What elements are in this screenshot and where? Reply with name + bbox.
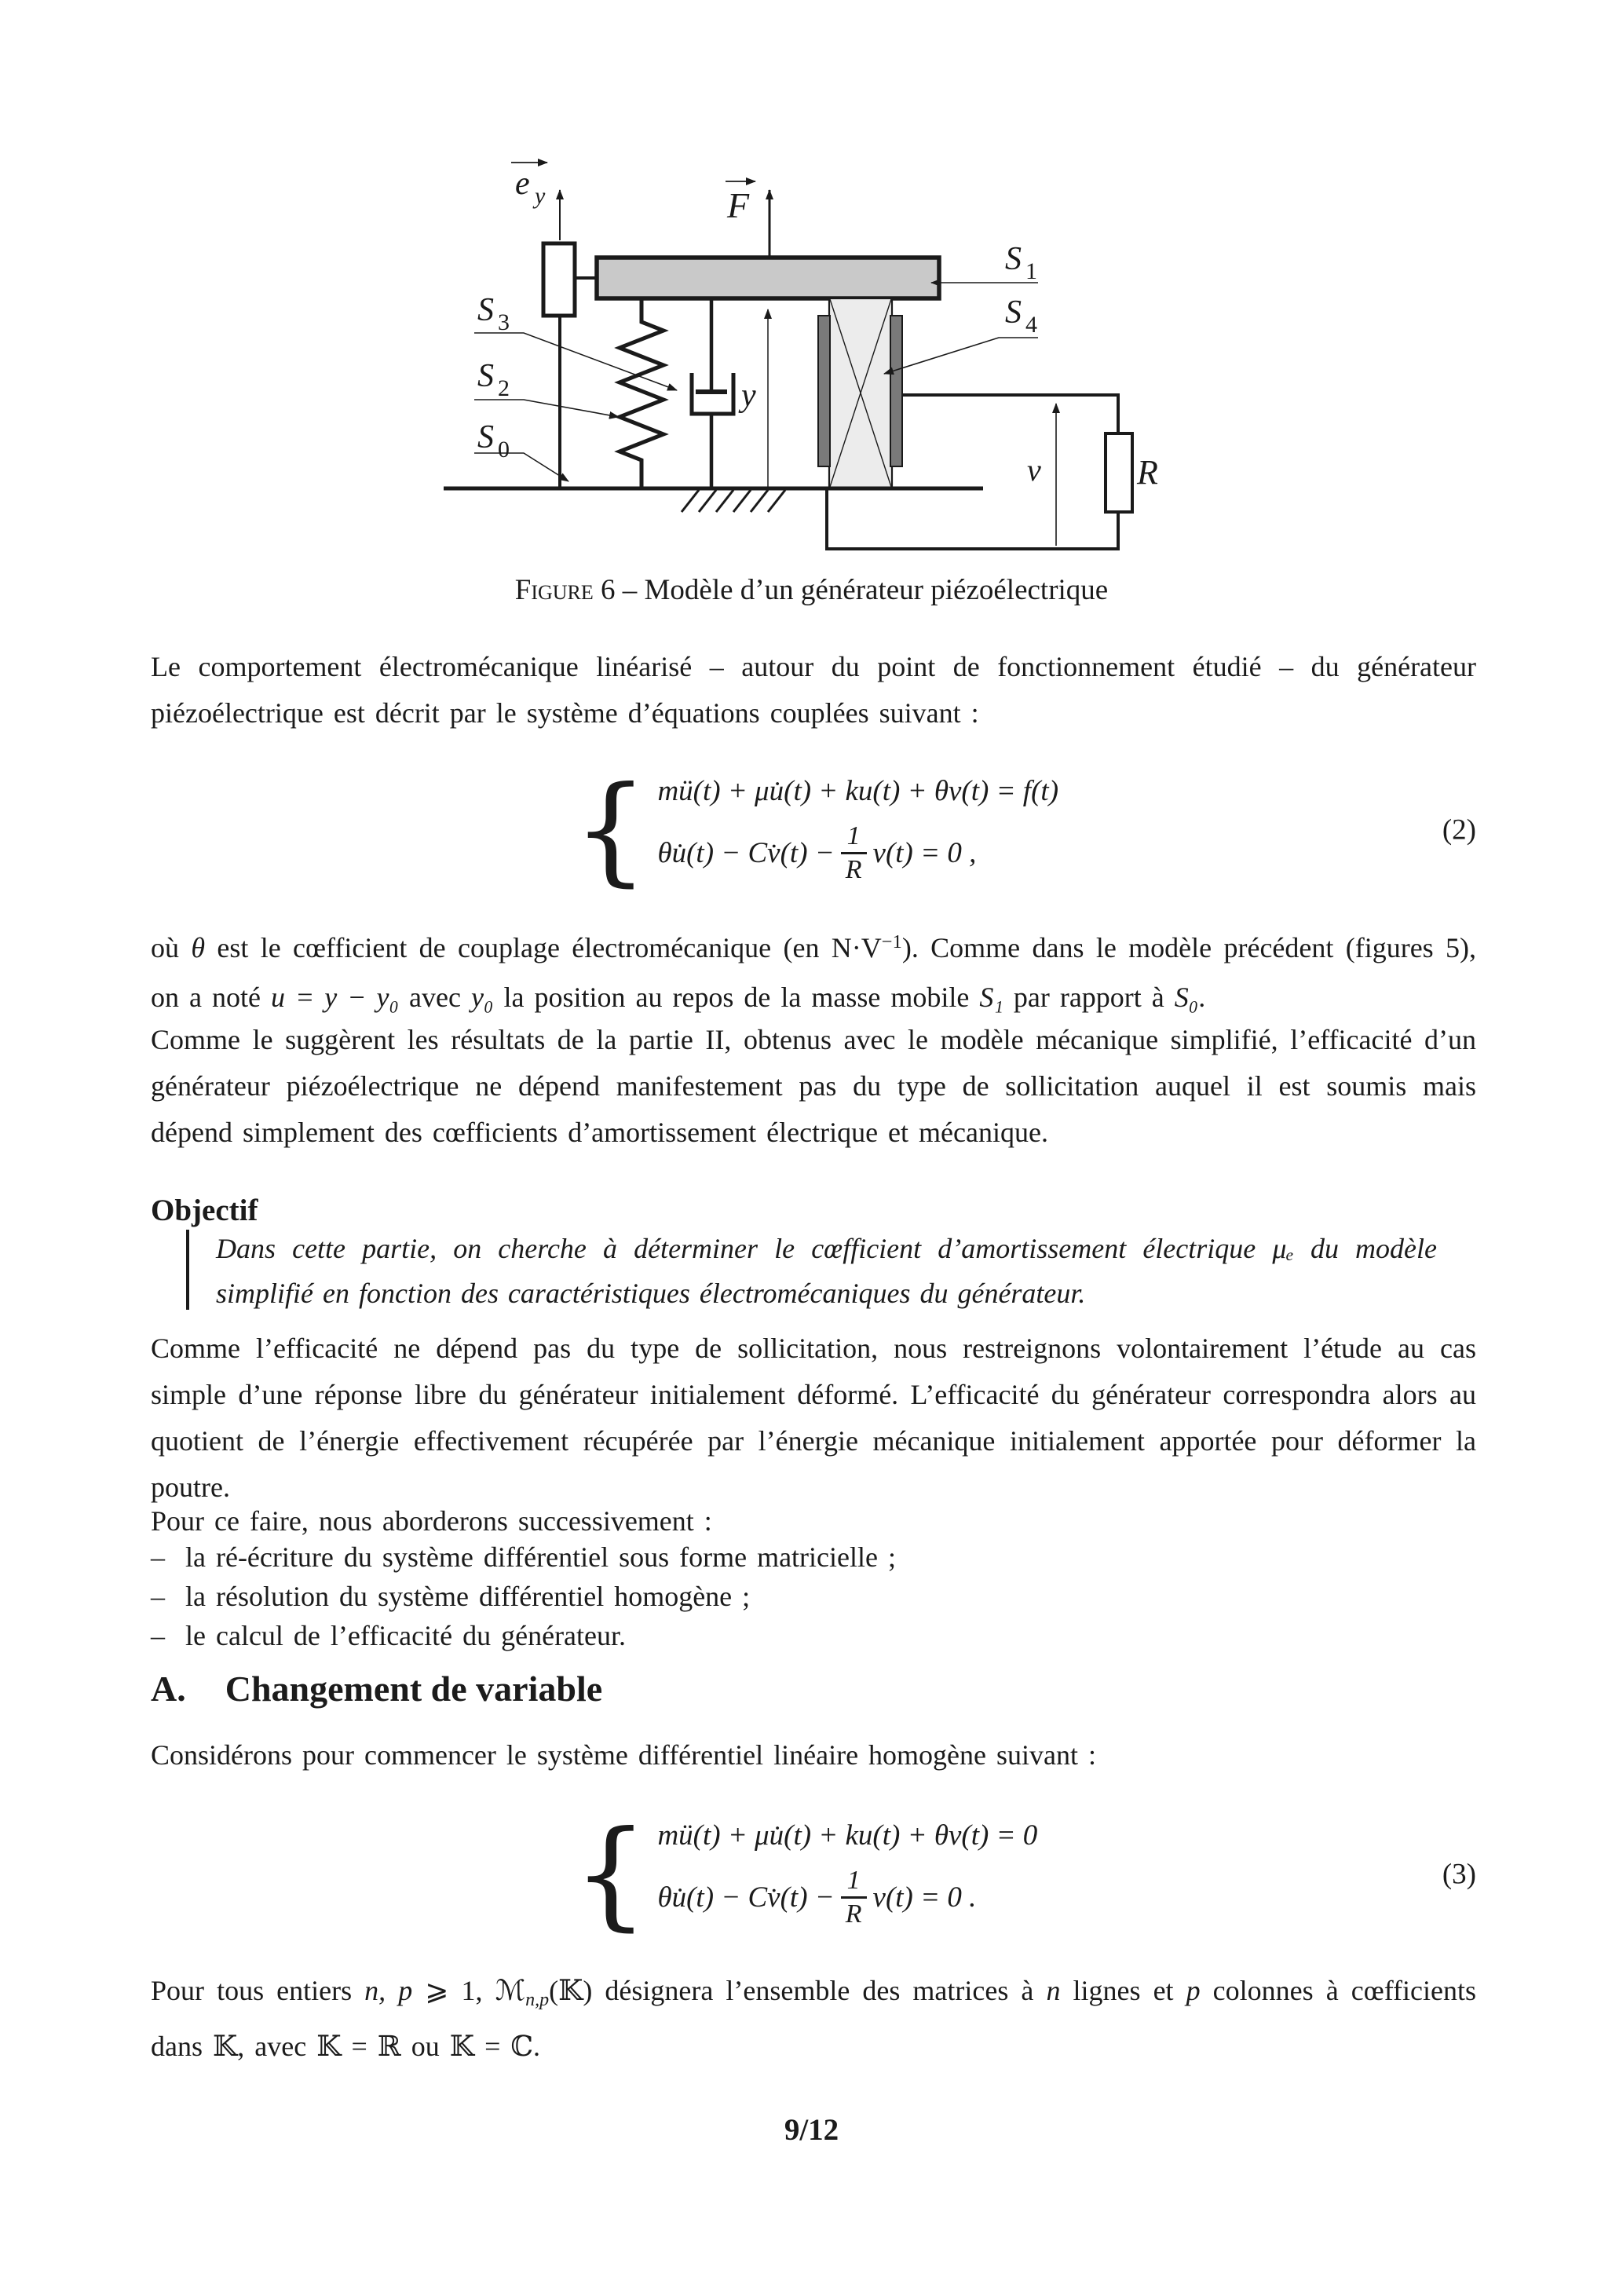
section-number: A. <box>151 1669 186 1709</box>
equation-2 <box>151 748 1476 912</box>
spring-shape <box>620 299 663 488</box>
voltage-label: v <box>1027 452 1041 488</box>
list-steps <box>151 1537 1476 1655</box>
paragraph-reponse-libre: Comme l’efficacité ne dépend pas du type de sollicitation, nous restreignons volontairement l’étude au cas simple d’une réponse libre du générateur initialement déformé. L’efficacité du générateur correspondra alors au quotient de l’énergie effectivement récupérée par l’énergie mécanique initialement apportée pour déformer la poutre. <box>151 1333 1476 1503</box>
s2-label: S <box>477 358 494 394</box>
fraction-1-over-R: $\frac{1}{R}$ <box>841 1865 867 1930</box>
paragraph-consider-system: Considérons pour commencer le système différentiel linéaire homogène suivant : <box>151 1739 1096 1771</box>
resistor-label: R <box>1137 453 1158 492</box>
figure-caption <box>0 573 1623 607</box>
ground-hatching <box>682 490 785 512</box>
fraction-1-over-R: $\frac{1}{R}$ <box>841 821 867 886</box>
page-number: 9/12 <box>784 2113 839 2147</box>
list-intro: Pour ce faire, nous aborderons successivement : <box>151 1505 712 1537</box>
dash-marker: – <box>151 1581 165 1612</box>
s4-label-sub: 4 <box>1025 312 1037 338</box>
blackboard-K: 𝕂 <box>213 2031 238 2063</box>
section-title: Changement de variable <box>225 1669 603 1709</box>
dash-marker: – <box>151 1620 165 1651</box>
equation-3-body <box>573 1792 1037 1957</box>
equation-2-body <box>573 748 1058 912</box>
s0-leader-line <box>474 453 568 481</box>
s1-label: S <box>1005 241 1022 277</box>
circuit-bottom-wire <box>827 489 1118 549</box>
blackboard-C: ℂ <box>510 2031 534 2063</box>
equation-2-line1: mü(t) + μu̇(t) + ku(t) + θv(t) = f(t) <box>657 775 1059 807</box>
objectif-heading: Objectif <box>151 1194 258 1227</box>
list-item: – la ré-écriture du système différentiel sous forme matricielle ; <box>151 1537 1476 1577</box>
resistor-shape <box>1106 433 1132 512</box>
figure-caption-sep: – <box>615 574 645 606</box>
electrode-right-shape <box>890 316 902 466</box>
cases-brace: { <box>573 1805 649 1943</box>
s3-label: S <box>477 292 494 328</box>
script-M-subscript: n,p <box>525 1990 550 2010</box>
equation-2-line2: θu̇(t) − Cv̇(t) − $\frac{1}{R}$ v(t) = 0 , <box>657 821 977 884</box>
superscript-minus-one: −1 <box>881 930 902 952</box>
figure-caption-text: Modèle d’un générateur piézoélectrique <box>644 574 1109 606</box>
s4-label: S <box>1005 294 1022 331</box>
equation-3-line2: θu̇(t) − Cv̇(t) − $\frac{1}{R}$ v(t) = 0 . <box>657 1866 977 1929</box>
equation-2-number: (2) <box>1442 813 1476 846</box>
cases-brace: { <box>573 761 649 898</box>
s3-label-sub: 3 <box>498 309 510 335</box>
equation-3 <box>151 1792 1476 1957</box>
section-heading-A <box>151 1668 602 1709</box>
y-displacement-label: y <box>741 378 756 414</box>
paragraph-intro-system: Le comportement électromécanique linéarisé – autour du point de fonctionnement étudié – du générateur piézoélectrique est décrit par le système d’équations couplées suivant : <box>151 651 1476 729</box>
blackboard-R: ℝ <box>377 2031 401 2063</box>
beam-mass-shape <box>597 258 939 298</box>
ey-axis-label-sub: y <box>535 183 546 209</box>
s1-label-sub: 1 <box>1025 258 1037 284</box>
s4-leader-line <box>884 338 1038 374</box>
s0-label: S <box>477 419 494 455</box>
list-item: – le calcul de l’efficacité du générateur. <box>151 1616 1476 1655</box>
circuit-top-wire <box>901 395 1118 433</box>
ey-axis-label: e <box>515 166 530 202</box>
force-label: F <box>727 185 750 225</box>
list-item: – la résolution du système différentiel homogène ; <box>151 1577 1476 1616</box>
s2-leader-line <box>474 400 619 417</box>
paragraph-theta-definition: où θ est le cœfficient de couplage électromécanique (en $N\cdot V^{-1}$). Comme dans le modèle précédent (figures 5), on a noté u = y − y₀ avec y₀ la position au repos de la masse mobile S₁ par rapport à S₀. <box>151 930 1477 1013</box>
s0-label-sub: 0 <box>498 437 510 462</box>
blackboard-K: 𝕂 <box>558 1975 583 2007</box>
objectif-left-rule <box>186 1230 189 1310</box>
piezo-generator-figure <box>436 144 1182 564</box>
electrode-left-shape <box>818 316 830 466</box>
blackboard-K: 𝕂 <box>449 2031 475 2063</box>
s2-label-sub: 2 <box>498 375 510 401</box>
paragraph-matrices-notation: Pour tous entiers n, p ⩾ 1, ℳn,p(𝕂) désignera l’ensemble des matrices à n lignes et p colonnes à cœfficients dans 𝕂, avec 𝕂 = ℝ ou 𝕂 = ℂ. <box>151 1975 1476 2063</box>
script-M-symbol: ℳ <box>495 1975 526 2007</box>
equation-3-number: (3) <box>1442 1858 1476 1891</box>
blackboard-K: 𝕂 <box>316 2031 342 2063</box>
dash-marker: – <box>151 1541 165 1573</box>
objectif-text: Dans cette partie, on cherche à déterminer le cœfficient d’amortissement électrique μₑ du modèle simplifié en fonction des caractéristiques électromécaniques du générateur. <box>216 1233 1437 1309</box>
figure-caption-tag: Figure 6 <box>514 574 616 606</box>
equation-3-line1: mü(t) + μu̇(t) + ku(t) + θv(t) = 0 <box>657 1819 1038 1852</box>
slider-block-shape <box>543 243 575 316</box>
paragraph-partie2-results: Comme le suggèrent les résultats de la partie II, obtenus avec le modèle mécanique simplifié, l’efficacité d’un générateur piézoélectrique ne dépend manifestement pas du type de sollicitation auquel il est soumis mais dépend simplement des cœfficients d’amortissement électrique et mécanique. <box>151 1024 1476 1148</box>
